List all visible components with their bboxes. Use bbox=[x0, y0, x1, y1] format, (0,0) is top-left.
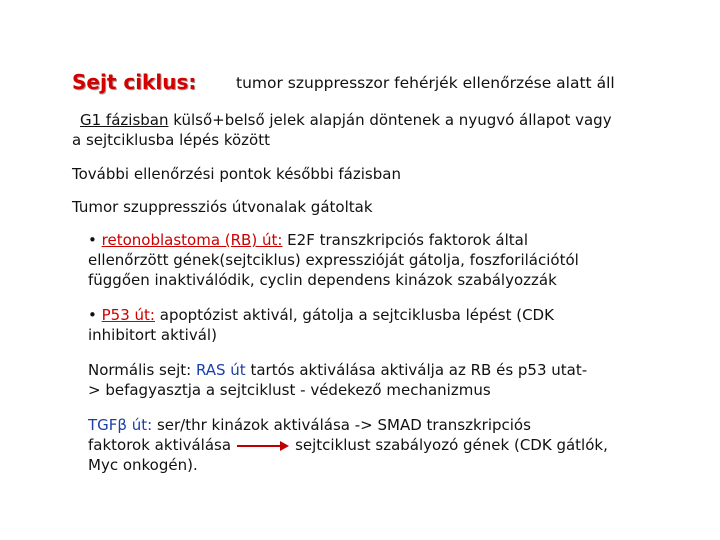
normal-line-1-rest: tartós aktiválása aktiválja az RB és p53 utat- bbox=[245, 361, 588, 379]
tgf-pathway-name: TGFβ út: bbox=[88, 416, 153, 434]
right-arrow-icon bbox=[237, 441, 289, 451]
rb-line-1 bbox=[88, 230, 528, 250]
p53-pathway-name: P53 út: bbox=[101, 306, 155, 324]
rb-line-3: függően inaktiválódik, cyclin dependens kinázok szabályozzák bbox=[88, 271, 557, 289]
normal-prefix: Normális sejt: bbox=[88, 361, 196, 379]
p53-line-1 bbox=[88, 305, 554, 325]
pathways-heading: Tumor szuppressziós útvonalak gátoltak bbox=[72, 198, 373, 216]
checkpoints-text: További ellenőrzési pontok későbbi fázisban bbox=[72, 165, 401, 183]
p53-bullet: • bbox=[88, 306, 97, 324]
p53-line-2: inhibitort aktivál) bbox=[88, 326, 217, 344]
normal-line-1 bbox=[88, 360, 587, 380]
rb-pathway-name: retonoblastoma (RB) út: bbox=[101, 231, 283, 249]
tgf-line-3: Myc onkogén). bbox=[88, 456, 198, 474]
tgf-line-2-a: faktorok aktiválása bbox=[88, 436, 232, 454]
tgf-line-2 bbox=[88, 435, 608, 455]
g1-line-2: a sejtciklusba lépés között bbox=[72, 131, 270, 149]
slide-subtitle: tumor szuppresszor fehérjék ellenőrzése alatt áll bbox=[236, 74, 615, 92]
rb-bullet: • bbox=[88, 231, 97, 249]
g1-phase-term: G1 fázisban bbox=[80, 111, 169, 129]
ras-pathway-name: RAS út bbox=[195, 361, 246, 379]
tgf-line-2-b: sejtciklust szabályozó gének (CDK gátlók, bbox=[295, 436, 608, 454]
normal-line-2: > befagyasztja a sejtciklust - védekező mechanizmus bbox=[88, 381, 491, 399]
g1-line-1-rest: külső+belső jelek alapján döntenek a nyugvó állapot vagy bbox=[168, 111, 612, 129]
tgf-line-1 bbox=[88, 415, 531, 435]
g1-line-1 bbox=[80, 110, 612, 130]
tgf-line-1-rest: ser/thr kinázok aktiválása -> SMAD transzkripciós bbox=[152, 416, 531, 434]
rb-line-1-rest: E2F transzkripciós faktorok által bbox=[282, 231, 529, 249]
slide-title: Sejt ciklus: bbox=[72, 70, 197, 94]
p53-line-1-rest: apoptózist aktivál, gátolja a sejtciklusba lépést (CDK bbox=[154, 306, 554, 324]
rb-line-2: ellenőrzött gének(sejtciklus) expresszióját gátolja, foszforilációtól bbox=[88, 251, 579, 269]
